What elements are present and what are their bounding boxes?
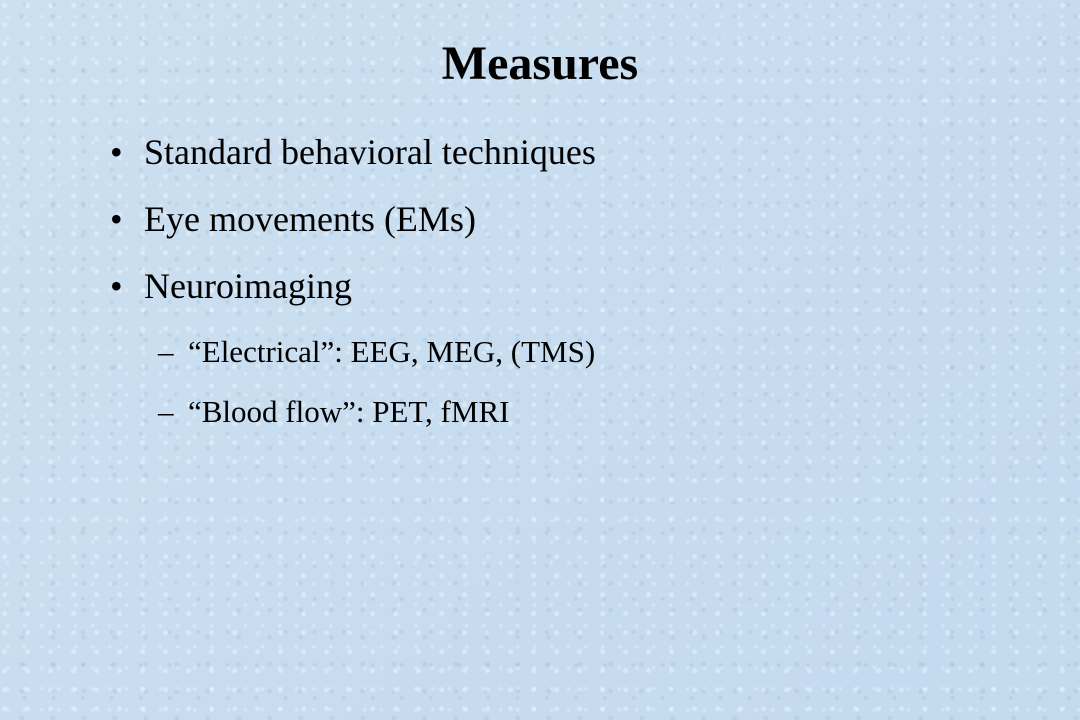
bullet-text: Standard behavioral techniques [144, 132, 596, 172]
bullet-item-eye-movements [110, 191, 596, 258]
bullet-item-standard-behavioral-techniques [110, 124, 596, 191]
bullet-list [110, 124, 596, 325]
bullet-marker: • [110, 199, 123, 239]
bullet-marker: • [110, 266, 123, 306]
sub-bullet-marker: – [158, 334, 174, 369]
bullet-marker: • [110, 132, 123, 172]
sub-bullet-list [158, 328, 595, 448]
sub-bullet-item-electrical [158, 328, 595, 388]
bullet-text: Neuroimaging [144, 266, 352, 306]
bullet-item-neuroimaging [110, 258, 596, 325]
sub-bullet-marker: – [158, 394, 174, 429]
sub-bullet-item-blood-flow [158, 388, 595, 448]
bullet-text: Eye movements (EMs) [144, 199, 476, 239]
sub-bullet-text: “Electrical”: EEG, MEG, (TMS) [188, 334, 596, 369]
sub-bullet-text: “Blood flow”: PET, fMRI [188, 394, 510, 429]
slide-title: Measures [441, 37, 639, 90]
